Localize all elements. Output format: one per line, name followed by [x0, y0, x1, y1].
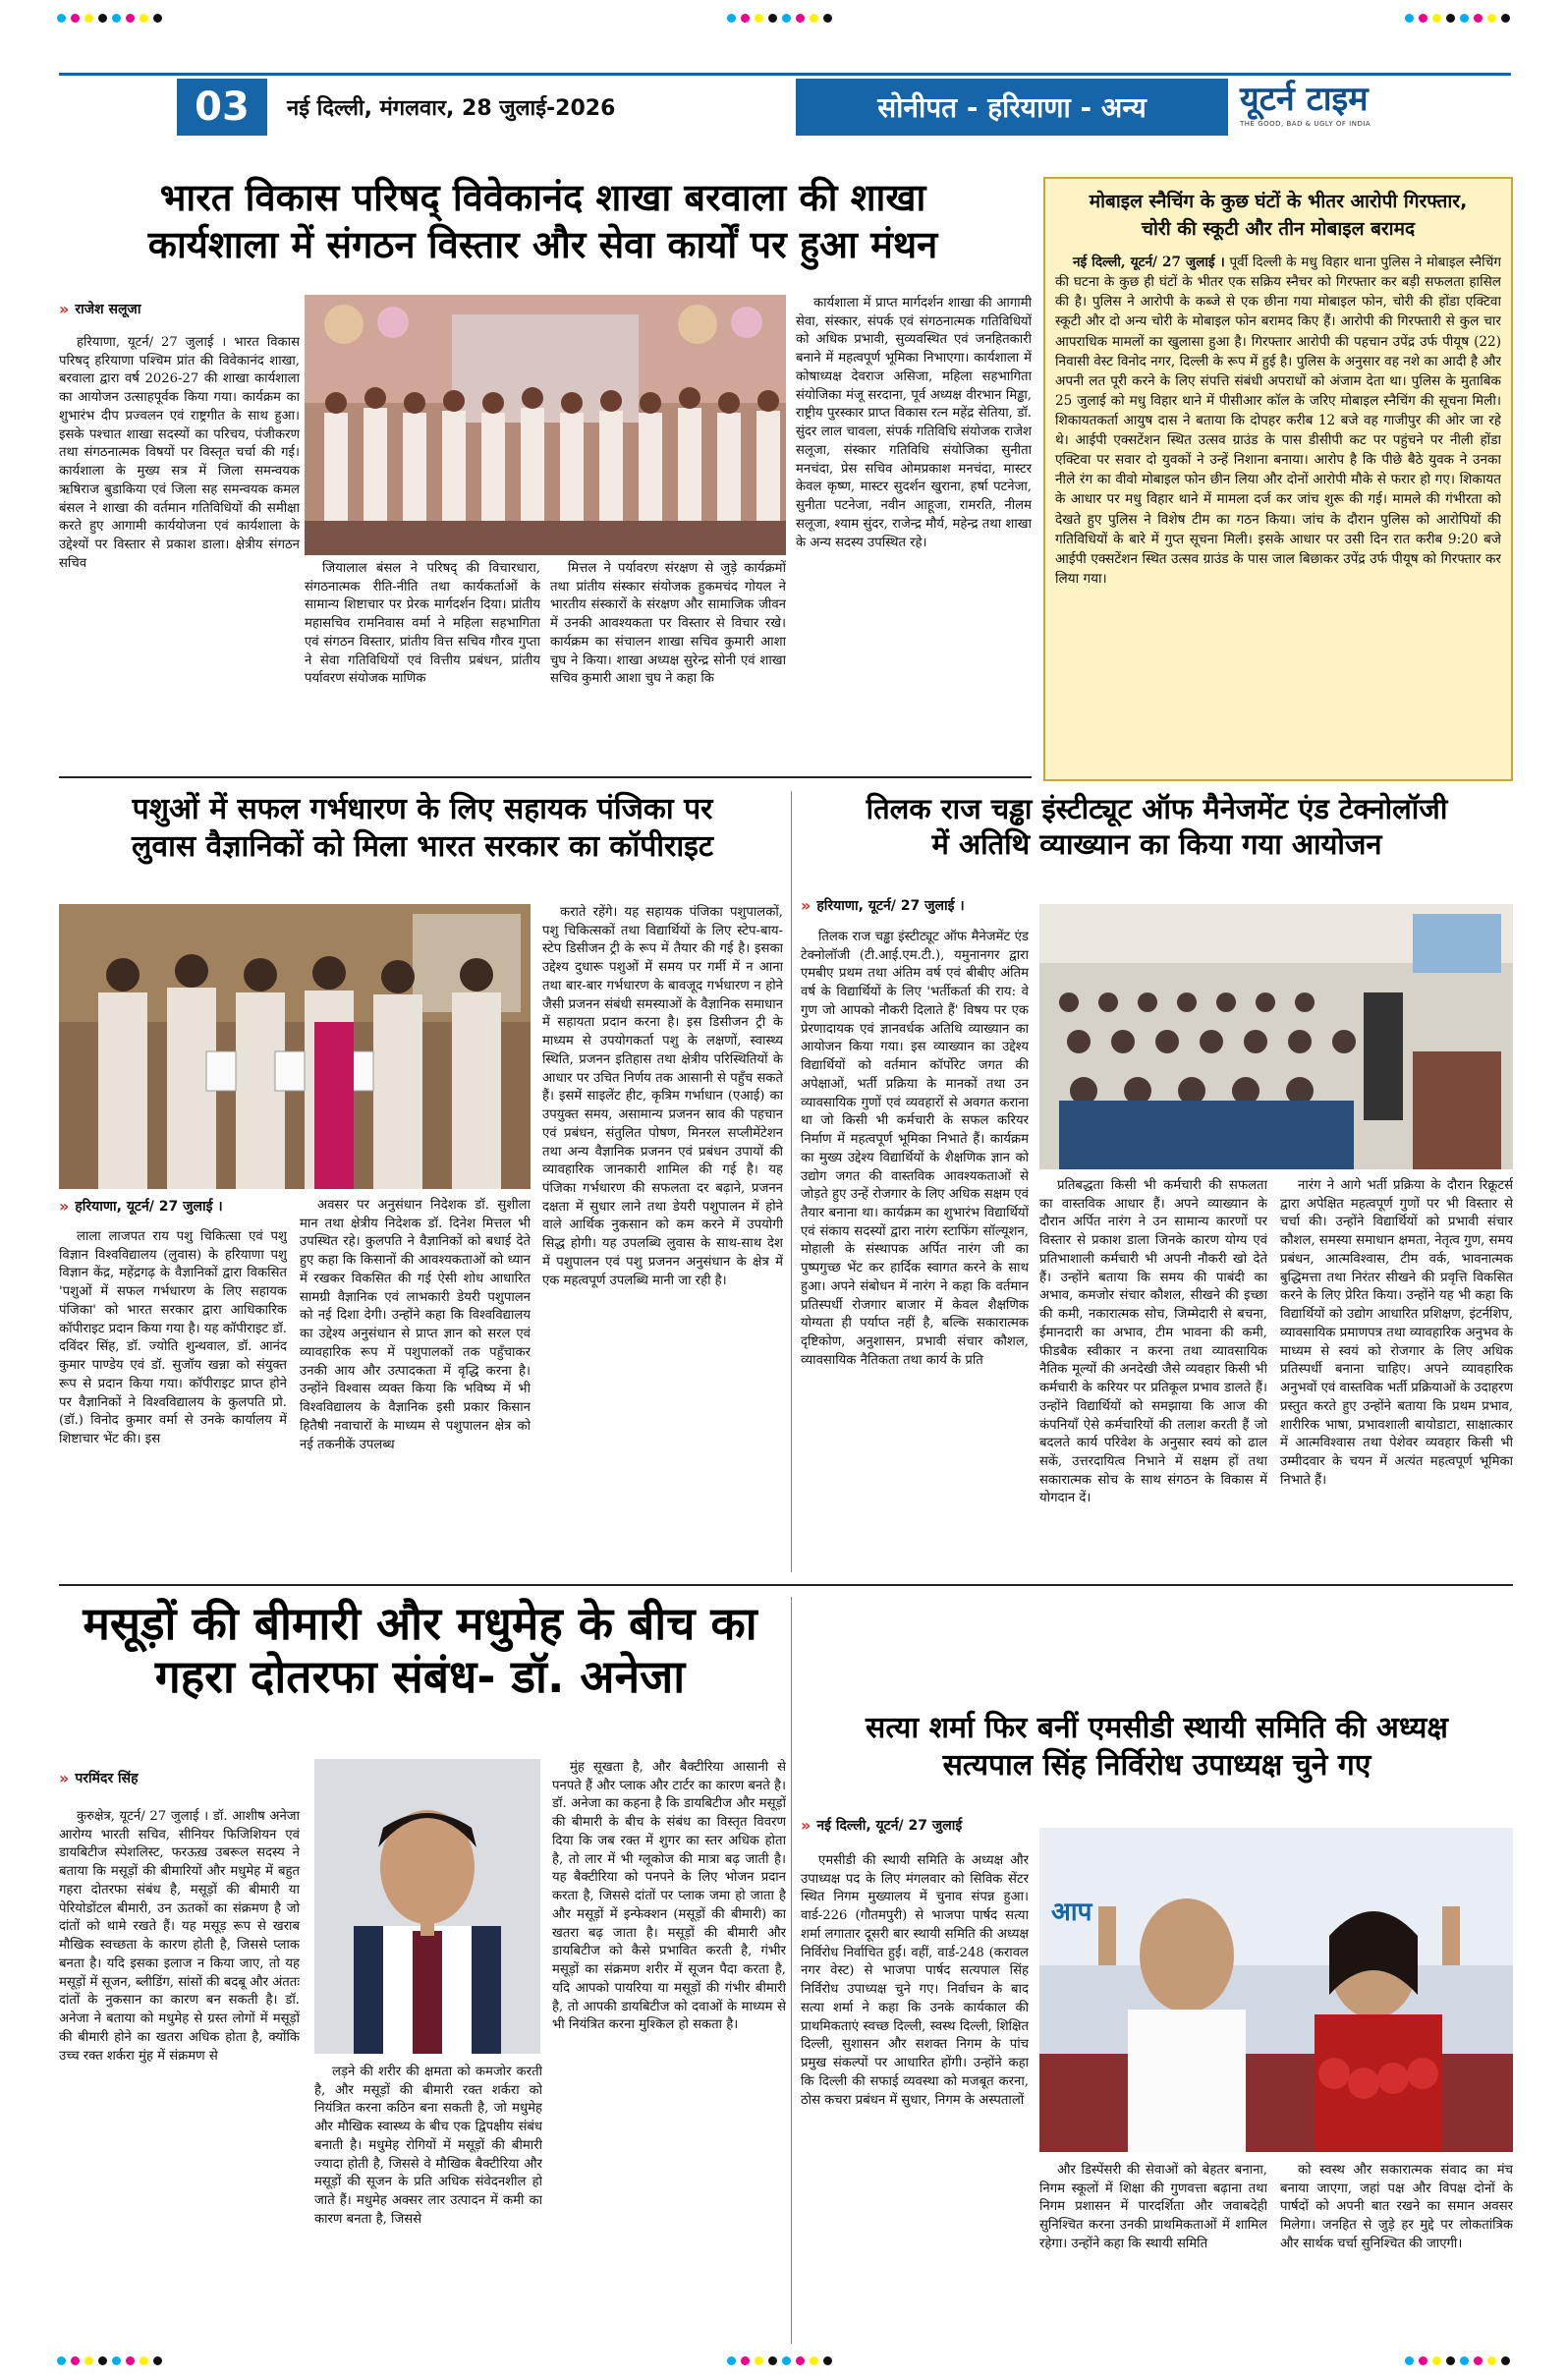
registration-marks-bottom-left — [57, 2356, 162, 2365]
story5-headline — [801, 1710, 1513, 1784]
story5-col2 — [1039, 2162, 1267, 2344]
page-number: 03 — [177, 79, 267, 136]
story2-col2-text: अवसर पर अनुसंधान निदेशक डॉ. सुशीला मान तथा क्षेत्रीय निदेशक डॉ. दिनेश मित्तल भी उपस्थित रहे। कुलपति ने वैज्ञानिकों को बधाई देते हुए कहा कि किसानों की आवश्यकताओं को ध्यान में रखकर विकसित की गई ऐसी शोध आधारित सामग्री वैज्ञानिक एवं लाभकारी डेयरी पशुपालन को नई दिशा देगी। उन्होंने कहा कि विश्वविद्यालय का उद्देश्य अनुसंधान से प्राप्त ज्ञान को सरल एवं व्यावहारिक रूप में पशुपालकों तक पहुँचाकर उनकी आय और उत्पादकता में वृद्धि करना है। उन्होंने विश्वास व्यक्त किया कि भविष्य में भी विश्वविद्यालय के वैज्ञानिक इसी प्रकार किसान हितैषी नवाचारों के माध्यम से पशुपालन क्षेत्र को नई तकनीकें उपलब्ध — [300, 1198, 531, 1452]
story5-col3-text: को स्वस्थ और सकारात्मक संवाद का मंच बनाया जाएगा, जहां पक्ष और विपक्ष दोनों के पार्षदों को अपनी बात रखने का समान अवसर मिलेगा। जनहित से जुड़े हर मुद्दे पर लोकतांत्रिक और सार्थक चर्चा सुनिश्चित की जाएगी। — [1280, 2163, 1513, 2251]
story1-headline — [59, 175, 1027, 268]
story5-col2-text: और डिस्पेंसरी की सेवाओं को बेहतर बनाना, निगम स्कूलों में शिक्षा की गुणवत्ता बढ़ाना तथा निगम प्रशासन में पारदर्शिता और जवाबदेही सुनिश्चित करना उनकी प्राथमिकताओं में शामिल रहेगा। उन्होंने कहा कि स्थायी समिति — [1039, 2163, 1267, 2251]
story1-byline-text: राजेश सलूजा — [75, 302, 141, 317]
story2-headline-line2: लुवास वैज्ञानिकों को मिला भारत सरकार का कॉपीराइट — [132, 828, 713, 864]
story2-photo — [59, 904, 531, 1189]
logo-name: यूटर्न टाइम — [1240, 80, 1369, 119]
story1-headline-line2: कार्यशाला में संगठन विस्तार और सेवा कार्यों पर हुआ मंथन — [147, 222, 938, 266]
story4-headline-line1: मसूड़ों की बीमारी और मधुमेह के बीच का — [83, 1597, 757, 1650]
story5-photo-sign: आप — [1051, 1898, 1092, 1927]
registration-marks-top-right — [1405, 14, 1510, 23]
divider-v2 — [791, 1597, 792, 2344]
registration-marks-top-left — [57, 14, 162, 23]
story3-headline — [801, 791, 1513, 863]
sidebar-dateline: नई दिल्ली, यूटर्न/ 27 जुलाई । — [1073, 255, 1225, 271]
story1-col2-text: जियालाल बंसल ने परिषद् की विचारधारा, संगठनात्मक रीति-नीति तथा कार्यकर्ताओं के सामान्य शिष्टाचार पर प्रेरक मार्गदर्शन दिया। प्रांतीय महासचिव रामनिवास वर्मा ने महिला सहभागिता एवं संगठन विस्तार, प्रांतीय वित्त सचिव गौरव गुप्ता ने सेवा गतिविधियों एवं वित्तीय प्रबंधन, प्रांतीय पर्यावरण संयोजक माणिक — [305, 561, 540, 687]
story1-byline: » राजेश सलूजा — [59, 300, 141, 318]
story4-col2-text: लड़ने की शरीर की क्षमता को कमजोर करती है, और मसूड़ों की बीमारी रक्त शर्करा को नियंत्रित करना कठिन बना सकती है, जो मधुमेह और मौखिक स्वास्थ्य के बीच एक द्विपक्षीय संबंध बनाती है। मधुमेह रोगियों में मसूड़ों की बीमारी ज्यादा होती है, जिससे वे मौखिक बैक्टीरिया और मसूड़ों की सूजन के प्रति अधिक संवेदनशील हो जाते हैं। मधुमेह अक्सर लार उत्पादन में कमी का कारण बनता है, जिससे — [314, 2065, 542, 2227]
story5-col1-text: एमसीडी की स्थायी समिति के अध्यक्ष और उपाध्यक्ष पद के लिए मंगलवार को सिविक सेंटर स्थित निगम मुख्यालय में चुनाव संपन्न हुआ। वार्ड-226 (गौतमपुरी) से भाजपा पार्षद सत्या शर्मा लगातार दूसरी बार स्थायी समिति की अध्यक्ष निर्विरोध निर्वाचित हुईं। वहीं, वार्ड-248 (करावल नगर वेस्ट) से भाजपा पार्षद सत्यपाल सिंह निर्विरोध उपाध्यक्ष चुने गए। निर्वाचन के बाद सत्या शर्मा ने कहा कि उनके कार्यकाल की प्राथमिकताएं स्वच्छ दिल्ली, स्वस्थ दिल्ली, शिक्षित दिल्ली, सुशासन और सशक्त निगम के पांच प्रमुख संकल्पों पर आधारित होंगी। उन्होंने कहा कि दिल्ली की सफाई व्यवस्था को मजबूत करना, ठोस कचरा प्रबंधन में सुधार, निगम के अस्पतालों — [801, 1853, 1029, 2108]
masthead-logo — [1240, 75, 1505, 140]
story4-byline-text: परमिंदर सिंह — [75, 1771, 139, 1786]
story4-col1-text: कुरुक्षेत्र, यूटर्न/ 27 जुलाई । डॉ. आशीष अनेजा आरोग्य भारती सचिव, सीनियर फिजिशियन एवं डायबिटीज स्पेशलिस्ट, फरऊख़ उबरूल सदस्य ने बताया कि मसूड़ों की बीमारियों और मधुमेह में बहुत गहरा दोतरफा संबंध है, मसूड़ों की बीमारी या पेरियोडोंटल बीमारी, उन ऊतकों का संक्रमण है जो दांतों को थामे रखते हैं। यह मसूड़ रूप से खराब मौखिक स्वच्छता के कारण होती है, जिससे प्लाक बनता है। यदि इसका इलाज न किया जाए, तो यह मसूड़ों में सूजन, ब्लीडिंग, सांसों की बदबू और अंततः दांतों के नुकसान का कारण बन सकती है। डॉ. अनेजा ने बताया को मधुमेह से ग्रस्त लोगों में मसूड़ों की बीमारी होने का खतरा अधिक होता है, क्योंकि उच्च रक्त शर्करा मुंह में संक्रमण से — [59, 1809, 300, 2064]
story1-headline-line1: भारत विकास परिषद् विवेकानंद शाखा बरवाला की शाखा — [159, 176, 926, 219]
story3-headline-line1: तिलक राज चड्ढा इंस्टीट्यूट ऑफ मैनेजमेंट एंड टेक्नोलॉजी — [866, 792, 1448, 825]
story1-photo — [305, 295, 786, 555]
story2-col3 — [542, 904, 783, 1572]
story3-col1 — [801, 929, 1029, 1572]
sidebar-box — [1043, 177, 1513, 781]
story1-col4-text: कार्यशाला में प्राप्त मार्गदर्शन शाखा की आगामी सेवा, संस्कार, संपर्क एवं संगठनात्मक गतिविधियों को अधिक प्रभावी, सुव्यवस्थित एवं जनहितकारी बनाने में महत्वपूर्ण भूमिका निभाएगा। कार्यशाला में कोषाध्यक्ष देवराज असिजा, महिला सहभागिता संयोजिका मंजू सरदाना, पूर्व अध्यक्ष वीरभान मिड्ढा, राष्ट्रीय पुरस्कार प्राप्त विकास रत्न महेंद्र सेतिया, डॉ. सुंदर लाल चावला, संपर्क गतिविधि संयोजक राजेश सलूजा, संस्कार गतिविधि संयोजिका सुनीता मनचंदा, प्रेस सचिव ओमप्रकाश मनचंदा, मास्टर केवल कृष्ण, मास्टर सुदर्शन खुराना, हर्षा पटनेजा, सुनीता पटनेजा, नवीन आहूजा, रामरति, नीलम सलूजा, श्याम सुंदर, राजेन्द्र मौर्य, महेन्द्र तथा शाखा के अन्य सदस्य उपस्थित रहे। — [796, 296, 1032, 550]
story1-col1-text: हरियाणा, यूटर्न/ 27 जुलाई । भारत विकास परिषद् हरियाणा पश्चिम प्रांत की विवेकानंद शाखा, बरवाला द्वारा वर्ष 2026-27 की शाखा कार्यशाला का आयोजन उत्साहपूर्वक किया गया। कार्यक्रम का शुभारंभ दीप प्रज्वलन एवं राष्ट्रगीत के साथ हुआ। इसके पश्चात शाखा सदस्यों का परिचय, पंजीकरण तथा संगठनात्मक विषयों पर विस्तृत चर्चा की गई। कार्यशाला के मुख्य सत्र में जिला समन्वयक ऋषिराज बुडाकिया एवं जिला सह समन्वयक कमल बंसल ने शाखा की वर्तमान गतिविधियों की समीक्षा करते हुए आगामी कार्ययोजना एवं कार्यशाला के उद्देश्यों पर विस्तार से प्रकाश डाला। क्षेत्रीय संगठन सचिव — [59, 335, 300, 571]
sidebar-headline-line2: चोरी की स्कूटी और तीन मोबाइल बरामद — [1141, 217, 1416, 240]
story4-headline-line2: गहरा दोतरफा संबंध- डॉ. अनेजा — [154, 1650, 686, 1704]
sidebar-headline — [1055, 189, 1501, 243]
story3-byline-text: हरियाणा, यूटर्न/ 27 जुलाई । — [816, 898, 965, 914]
story4-col3 — [552, 1759, 786, 2344]
story3-photo — [1039, 904, 1513, 1169]
story1-col2 — [305, 560, 540, 747]
story2-col3-text: कराते रहेंगे। यह सहायक पंजिका पशुपालकों, पशु चिकित्सकों तथा विद्यार्थियों के लिए स्टेप-बाय-स्टेप डिसीजन ट्री के रूप में तैयार की गई है। इसका उद्देश्य दुधारू पशुओं में समय पर गर्मी में न आना तथा बार-बार गर्भधारण के बावजूद गर्भधारण न होने जैसी प्रजनन संबंधी समस्याओं के वैज्ञानिक समाधान में सहायता प्रदान करना है। इस डिसीजन ट्री के माध्यम से उपयोगकर्ता पशु के लक्षणों, स्वास्थ्य स्थिति, प्रजनन इतिहास तथा क्षेत्रीय परिस्थितियों के आधार पर उचित निर्णय तक आसानी से पहुँच सकते हैं। इसमें साइलेंट हीट, कृत्रिम गर्भाधान (एआई) का उपयुक्त समय, असामान्य प्रजनन स्राव की पहचान एवं प्रबंधन, संतुलित पोषण, मिनरल सप्लीमेंटेशन तथा अन्य वैज्ञानिक प्रजनन एवं प्रबंधन उपायों की व्यावहारिक जानकारी शामिल की गई है। यह पंजिका गर्भधारण की सफलता दर बढ़ाने, प्रजनन दक्षता में सुधार लाने तथा डेयरी पशुपालन में होने वाले आर्थिक नुकसान को कम करने में उपयोगी सिद्ध होगी। यह उपलब्धि लुवास के साथ-साथ देश में पशुपालन एवं पशु प्रजनन अनुसंधान के क्षेत्र में एक महत्वपूर्ण उपलब्धि मानी जा रही है। — [542, 905, 783, 1288]
sidebar-body-text: पूर्वी दिल्ली के मधु विहार थाना पुलिस ने मोबाइल स्नैचिंग की घटना के कुछ ही घंटों के भीतर एक सक्रिय स्नैचर को गिरफ्तार कर बड़ी सफलता हासिल की है। पुलिस ने आरोपी के कब्जे से एक छीना गया मोबाइल फोन, चोरी की होंडा एक्टिवा स्कूटी और दो अन्य चोरी के मोबाइल फोन बरामद किए हैं। आरोपी की गिरफ्तारी से कुल चार आपराधिक मामलों का खुलासा हुआ है। गिरफ्तार आरोपी की पहचान उपेंद्र उर्फ पीयूष (22) निवासी वेस्ट विनोद नगर, दिल्ली के रूप में हुई है। पुलिस के अनुसार वह नशे का आदी है और अपनी लत पूरी करने के लिए संपत्ति संबंधी अपराधों को अंजाम देता था। पुलिस के मुताबिक 25 जुलाई को मधु विहार थाने में पीसीआर कॉल के जरिए मोबाइल स्नैचिंग की सूचना मिली। शिकायतकर्ता आयुष दास ने बताया कि दोपहर करीब 12 बजे वह गाजीपुर की ओर जा रहे थे। आईपी एक्सटेंशन स्थित उत्सव ग्राउंड के पास डीसीपी कट पर पहुंचने पर नीली होंडा एक्टिवा पर सवार दो युवकों ने उन्हें निशाना बनाया। आरोप है कि पीछे बैठे युवक ने उनका नीले रंग का वीवो मोबाइल फोन छीन लिया और दोनों आरोपी मौके से फरार हो गए। शिकायत के आधार पर मधु विहार थाने में मामला दर्ज कर जांच शुरू की गई। मामले की गंभीरता को देखते हुए पुलिस ने विशेष टीम का गठन किया। जांच के दौरान पुलिस को आरोपियों की गतिविधियों के बारे में गुप्त सूचना मिली। इसके आधार पर उसी दिन रात करीब 9:20 बजे आईपी एक्सटेंशन स्थित उत्सव ग्राउंड के पास जाल बिछाकर उपेंद्र उर्फ पीयूष को गिरफ्तार कर लिया गया। — [1055, 255, 1501, 587]
sidebar-headline-line1: मोबाइल स्नैचिंग के कुछ घंटों के भीतर आरोपी गिरफ्तार, — [1089, 191, 1468, 212]
header-dateline: नई दिल्ली, मंगलवार, 28 जुलाई-2026 — [287, 96, 616, 121]
registration-marks-bottom-right — [1405, 2356, 1510, 2365]
story2-byline: » हरियाणा, यूटर्न/ 27 जुलाई । — [59, 1197, 223, 1216]
section-title: सोनीपत - हरियाणा - अन्य — [796, 79, 1228, 136]
story2-col1 — [59, 1228, 287, 1572]
story2-col1-text: लाला लाजपत राय पशु चिकित्सा एवं पशु विज्ञान विश्वविद्यालय (लुवास) के हरियाणा पशु विज्ञान केंद्र, महेंद्रगढ़ के वैज्ञानिकों द्वारा विकसित 'पशुओं में सफल गर्भधारण के लिए सहायक पंजिका' को भारत सरकार द्वारा आधिकारिक कॉपीराइट प्रदान किया गया है। यह कॉपीराइट डॉ. दविंदर सिंह, डॉ. ज्योति शुन्थवाल, डॉ. आनंद कुमार पाण्डेय एवं डॉ. सुजॉय खन्ना को संयुक्त रूप से प्रदान किया गया। कॉपीराइट प्राप्त होने पर वैज्ञानिकों ने विश्वविद्यालय के कुलपति प्रो. (डॉ.) विनोद कुमार वर्मा से उनके कार्यालय में शिष्टाचार भेंट की। इस — [59, 1229, 287, 1447]
logo-tagline: THE GOOD, BAD & UGLY OF INDIA — [1240, 120, 1371, 128]
story3-col1-text: तिलक राज चड्ढा इंस्टीट्यूट ऑफ मैनेजमेंट एंड टेक्नोलॉजी (टी.आई.एम.टी.), यमुनानगर द्वारा एमबीए प्रथम तथा अंतिम वर्ष एवं बीबीए अंतिम वर्ष के विद्यार्थियों के लिए 'भर्तीकर्ता की राय: वे गुण जो आपको नौकरी दिलाते हैं' विषय पर एक प्रेरणादायक एवं ज्ञानवर्धक अतिथि व्याख्यान का आयोजन किया गया। इस व्याख्यान का उद्देश्य विद्यार्थियों को वर्तमान कॉर्पोरेट जगत की अपेक्षाओं, भर्ती प्रक्रिया के मानकों तथा उन व्यावसायिक गुणों एवं व्यवहारों से अवगत कराना था जो किसी भी कर्मचारी के सफल करियर निर्माण में महत्वपूर्ण भूमिका निभाते हैं। कार्यक्रम का मुख्य उद्देश्य विद्यार्थियों के शैक्षणिक ज्ञान को उद्योग जगत की वास्तविक आवश्यकताओं से जोड़ते हुए उन्हें रोजगार के लिए अधिक सक्षम एवं तैयार बनाना था। कार्यक्रम का शुभारंभ विद्यार्थियों एवं संकाय सदस्यों द्वारा नारंग स्टाफिंग सॉल्यूशन, मोहाली के संस्थापक अर्पित नारंग जी का पुष्पगुच्छ भेंट कर हार्दिक स्वागत करने के साथ हुआ। अपने संबोधन में नारंग ने कहा कि वर्तमान प्रतिस्पर्धी रोजगार बाजार में केवल शैक्षणिक योग्यता ही पर्याप्त नहीं है, बल्कि सकारात्मक दृष्टिकोण, अनुशासन, प्रभावी संचार कौशल, व्यावसायिक नैतिकता तथा कार्य के प्रति — [801, 930, 1029, 1368]
story5-headline-line1: सत्या शर्मा फिर बनीं एमसीडी स्थायी समिति की अध्यक्ष — [866, 1711, 1448, 1745]
story3-col2 — [1039, 1177, 1267, 1572]
story3-col3 — [1280, 1177, 1513, 1572]
story1-col3 — [550, 560, 786, 747]
story4-col2 — [314, 2064, 542, 2344]
rule-2 — [59, 1584, 1513, 1586]
story5-byline-text: नई दिल्ली, यूटर्न/ 27 जुलाई — [816, 1818, 963, 1834]
registration-marks-top-center — [727, 14, 832, 23]
story4-byline: » परमिंदर सिंह — [59, 1769, 139, 1787]
story5-headline-line2: सत्यपाल सिंह निर्विरोध उपाध्यक्ष चुने गए — [942, 1747, 1371, 1783]
story4-col3-text: मुंह सूखता है, और बैक्टीरिया आसानी से पनपते हैं और प्लाक और टार्टर का कारण बनते है। डॉ. अनेजा का कहना है कि डायबिटीज और मसूड़ों की बीमारी के बीच के संबंध का विस्तृत विवरण दिया कि जब रक्त में शुगर का स्तर अधिक होता है, तो लार में भी ग्लूकोज की मात्रा बढ़ जाती है। यह बैक्टीरिया को पनपने के लिए भोजन प्रदान करता है, जिससे दांतों पर प्लाक जमा हो जाता है और मसूड़ों में इन्फेक्शन (मसूड़ों की बीमारी) का खतरा बढ़ जाता है। मसूड़ों की बीमारी और डायबिटीज को कैसे प्रभावित करती है, गंभीर मसूड़ों का संक्रमण शरीर में सूजन पैदा करता है, यदि आपको पायरिया या मसूड़ों की गंभीर बीमारी है, तो आपकी डायबिटीज को दवाओं के माध्यम से भी नियंत्रित करना मुश्किल हो सकता है। — [552, 1760, 786, 2033]
divider-v1 — [791, 791, 792, 1572]
registration-marks-bottom-center — [727, 2356, 832, 2365]
story5-col1 — [801, 1852, 1029, 2344]
story1-col3-text: मित्तल ने पर्यावरण संरक्षण से जुड़े कार्यक्रमों तथा प्रांतीय संस्कार संयोजक हुकमचंद गोयल ने भारतीय संस्कारों के संरक्षण और सामाजिक जीवन में उनकी आवश्यकता पर विस्तार से विचार रखे। कार्यक्रम का संचालन शाखा सचिव कुमारी आशा चुघ ने किया। शाखा अध्यक्ष सुरेन्द्र सोनी एवं शाखा सचिव कुमारी आशा चुघ ने कहा कि — [550, 561, 786, 687]
story4-headline — [54, 1597, 786, 1704]
story5-photo — [1039, 1828, 1513, 2152]
story4-col1 — [59, 1808, 300, 2339]
story4-photo — [314, 1759, 540, 2054]
story1-col1 — [59, 334, 300, 747]
story1-col4 — [796, 295, 1032, 747]
story2-col2 — [300, 1197, 531, 1572]
story3-headline-line2: में अतिथि व्याख्यान का किया गया आयोजन — [931, 827, 1382, 862]
story2-byline-text: हरियाणा, यूटर्न/ 27 जुलाई । — [75, 1199, 223, 1215]
story5-byline: » नई दिल्ली, यूटर्न/ 27 जुलाई — [801, 1816, 963, 1835]
rule-1 — [59, 776, 1032, 778]
story3-col2-text: प्रतिबद्धता किसी भी कर्मचारी की सफलता का वास्तविक आधार हैं। अपने व्याख्यान के दौरान अर्पित नारंग ने उन सामान्य कारणों पर विस्तार से प्रकाश डाला जिनके कारण योग्य एवं प्रतिभाशाली कर्मचारी भी अपनी नौकरी खो देते हैं। उन्होंने बताया कि समय की पाबंदी का अभाव, कमजोर संचार कौशल, सीखने की इच्छा की कमी, नकारात्मक सोच, जिम्मेदारी से बचना, ईमानदारी का अभाव, टीम भावना की कमी, फीडबैक स्वीकार न करना तथा व्यावसायिक नैतिक मूल्यों की अनदेखी जैसे व्यवहार किसी भी कर्मचारी के करियर पर प्रतिकूल प्रभाव डालते हैं। उन्होंने विद्यार्थियों को समझाया कि आज की कंपनियाँ ऐसे कर्मचारियों की तलाश करती हैं जो बदलते कार्य परिवेश के अनुसार स्वयं को ढाल सकें, उत्तरदायित्व निभाने में सक्षम हों तथा सकारात्मक सोच के साथ संगठन के विकास में योगदान दें। — [1039, 1178, 1267, 1506]
sidebar-body — [1055, 253, 1501, 744]
story5-col3 — [1280, 2162, 1513, 2344]
story2-headline — [59, 791, 786, 865]
story2-headline-line1: पशुओं में सफल गर्भधारण के लिए सहायक पंजिका पर — [132, 792, 713, 826]
story3-byline: » हरियाणा, यूटर्न/ 27 जुलाई । — [801, 896, 965, 915]
story3-col3-text: नारंग ने आगे भर्ती प्रक्रिया के दौरान रिक्रूटर्स द्वारा अपेक्षित महत्वपूर्ण गुणों पर भी विस्तार से चर्चा की। उन्होंने विद्यार्थियों को प्रभावी संचार कौशल, समस्या समाधान क्षमता, नेतृत्व गुण, समय प्रबंधन, आत्मविश्वास, टीम वर्क, भावनात्मक बुद्धिमत्ता तथा निरंतर सीखने की प्रवृत्ति विकसित करने के लिए प्रेरित किया। उन्होंने यह भी कहा कि विद्यार्थियों को उद्योग आधारित प्रशिक्षण, इंटर्नशिप, व्यावसायिक प्रमाणपत्र तथा व्यावहारिक अनुभव के माध्यम से स्वयं को रोजगार के लिए अधिक प्रतिस्पर्धी बनाना चाहिए। अपने व्यावहारिक अनुभवों एवं वास्तविक भर्ती प्रक्रियाओं के उदाहरण प्रस्तुत करते हुए उन्होंने बताया कि प्रथम प्रभाव, शारीरिक भाषा, प्रभावशाली बायोडाटा, साक्षात्कार में आत्मविश्वास तथा पेशेवर व्यवहार किसी भी उम्मीदवार के चयन में अत्यंत महत्वपूर्ण भूमिका निभाते हैं। — [1280, 1178, 1513, 1488]
